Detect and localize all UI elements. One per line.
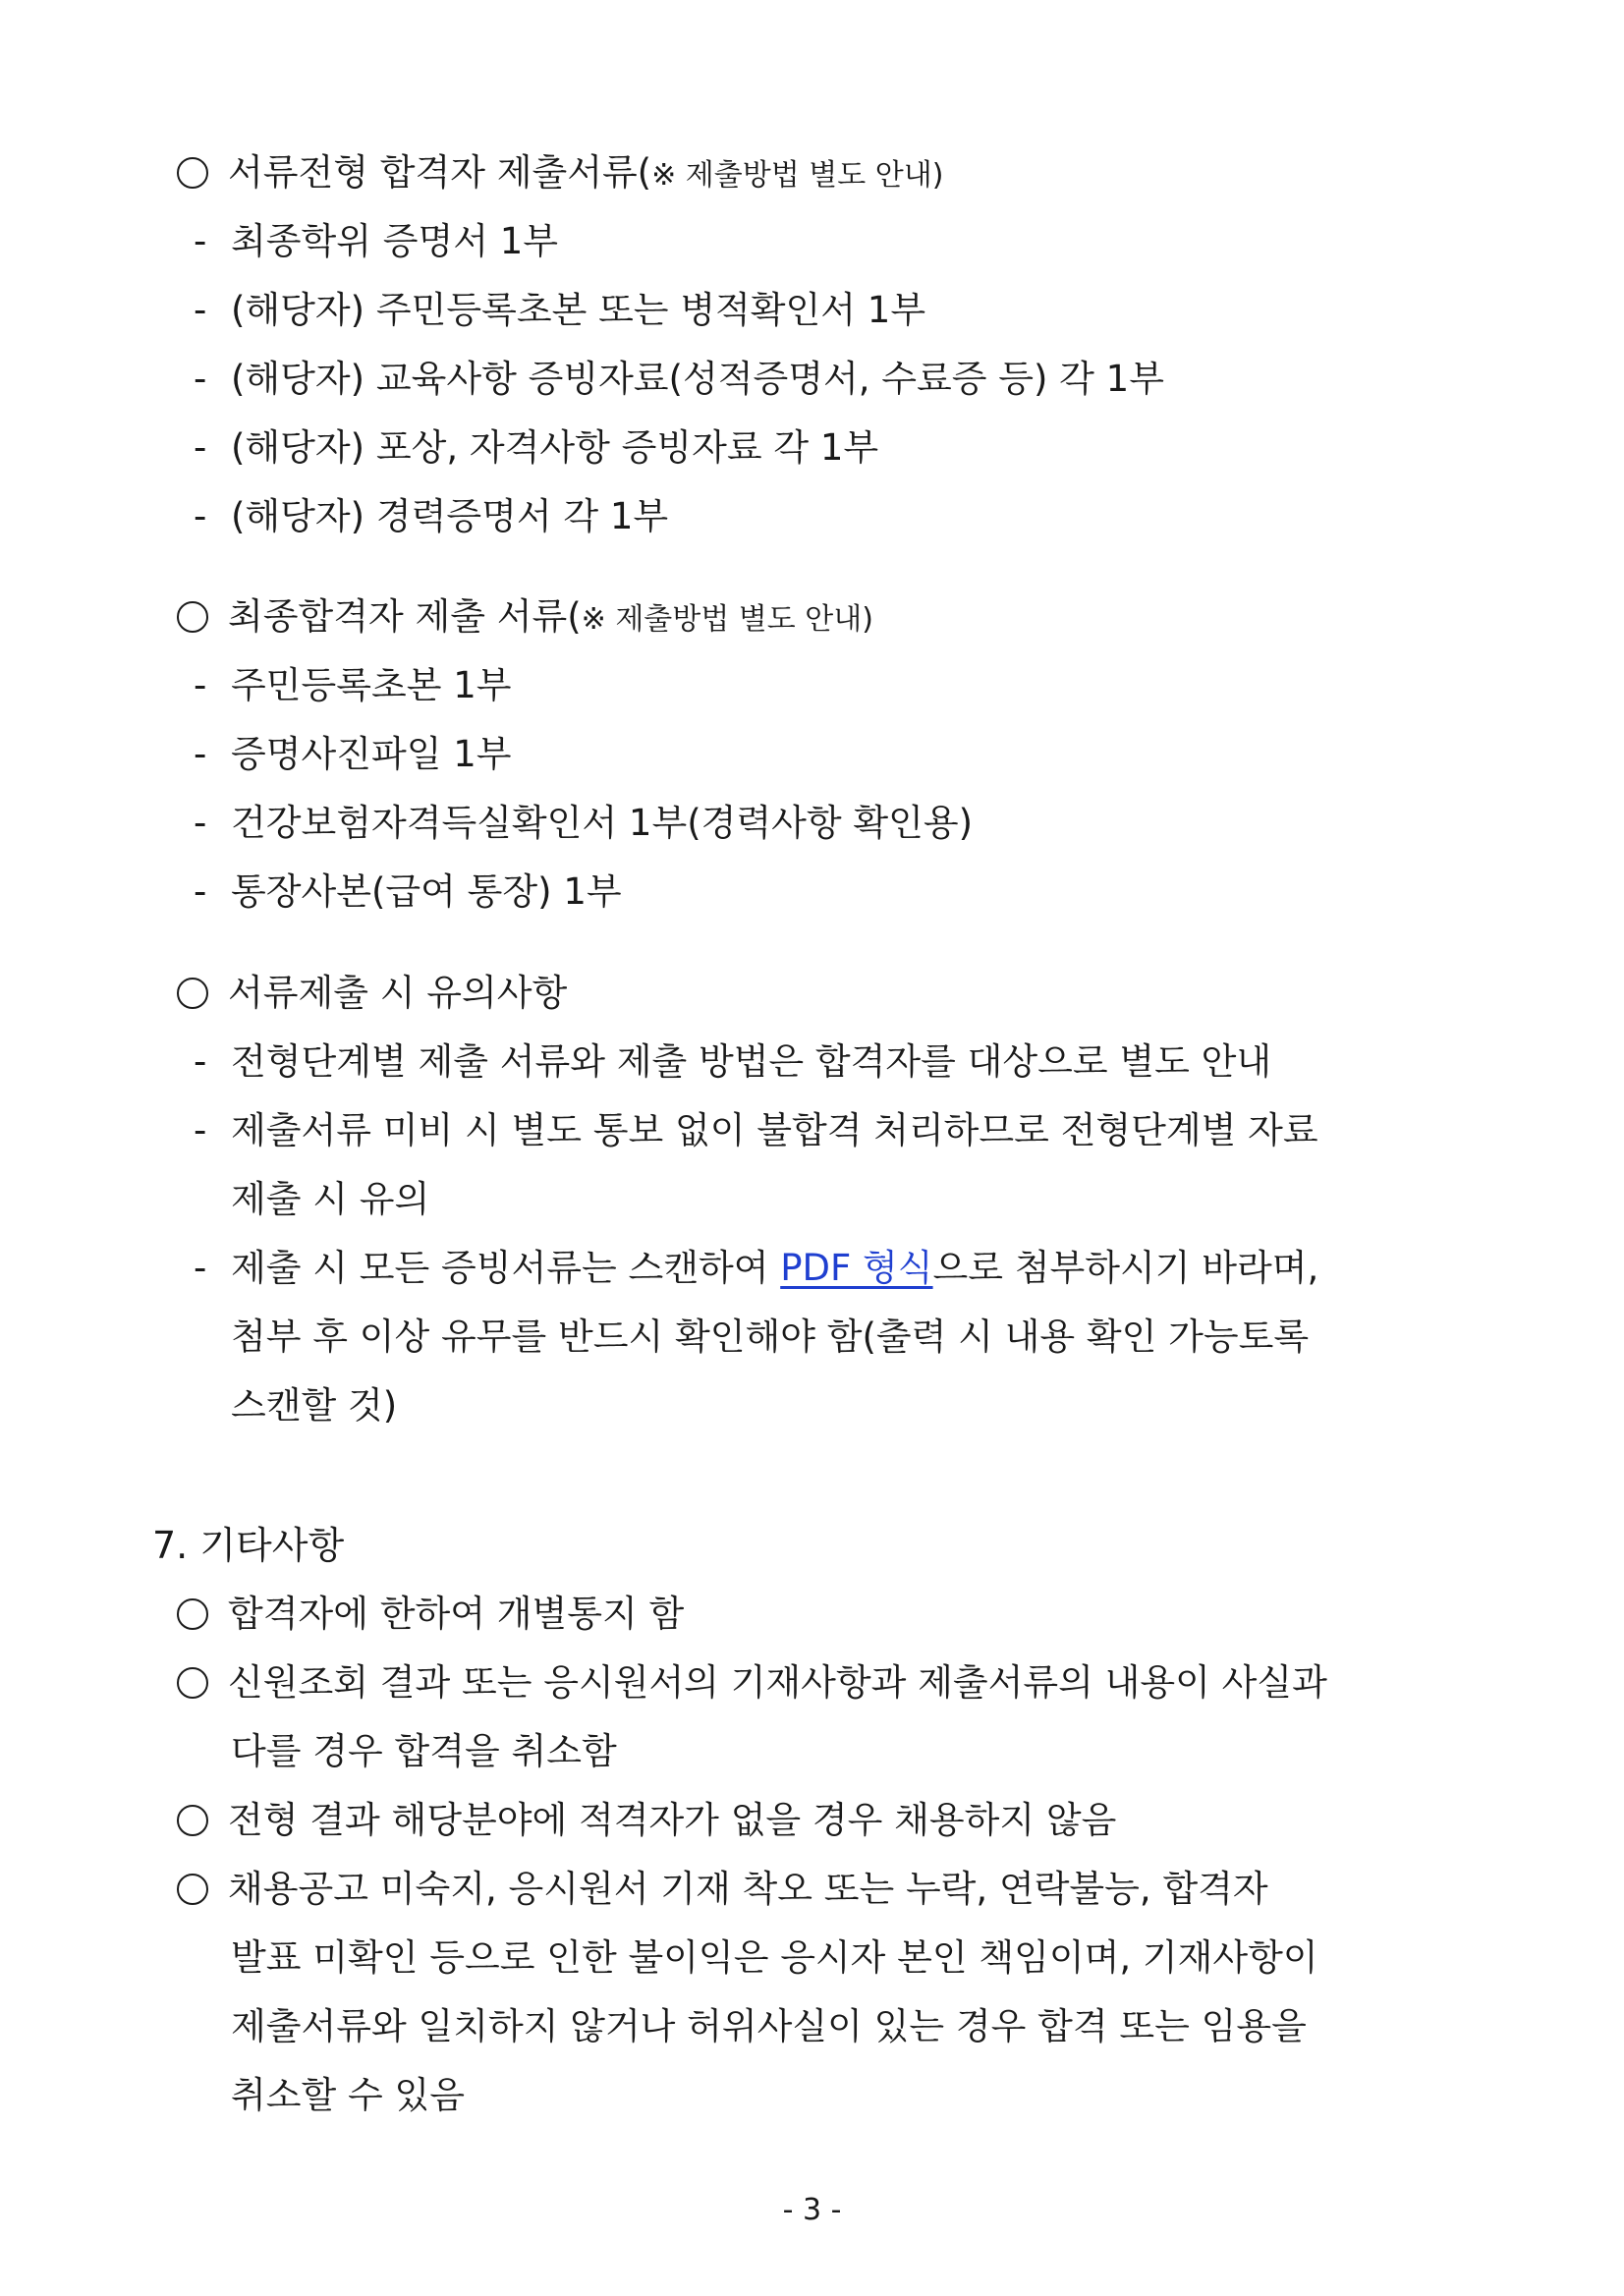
list-item: - 제출서류 미비 시 별도 통보 없이 불합격 처리하므로 전형단계별 자료 [194,1109,1318,1151]
circle-bullet-icon [177,1805,208,1836]
list-item: - 건강보험자격득실확인서 1부(경력사항 확인용) [194,802,974,844]
circle-bullet-icon [177,1598,208,1630]
page-number: - 3 - [782,2193,842,2227]
list-item: - 전형단계별 제출 서류와 제출 방법은 합격자를 대상으로 별도 안내 [194,1040,1272,1083]
section-heading: 7. 기타사항 [152,1524,345,1567]
section-title: 서류제출 시 유의사항 [177,968,567,1019]
list-item: 합격자에 한하여 개별통지 함 [177,1589,684,1640]
list-item: - 주민등록초본 1부 [194,664,512,706]
list-item: 채용공고 미숙지, 응시원서 기재 착오 또는 누락, 연락불능, 합격자 [177,1864,1268,1915]
list-item: - 증명사진파일 1부 [194,733,512,775]
list-item: - (해당자) 교육사항 증빙자료(성적증명서, 수료증 등) 각 1부 [194,358,1164,400]
circle-bullet-icon [177,601,208,633]
list-item: - (해당자) 경력증명서 각 1부 [194,495,669,537]
list-item-continuation: 제출 시 유의 [231,1178,430,1220]
list-item-continuation: 제출서류와 일치하지 않거나 허위사실이 있는 경우 합격 또는 임용을 [231,2005,1307,2047]
list-item-continuation: 취소할 수 있음 [231,2074,465,2116]
pdf-format-link[interactable]: PDF 형식 [780,1247,933,1289]
list-item-continuation: 첨부 후 이상 유무를 반드시 확인해야 함(출력 시 내용 확인 가능토록 [231,1316,1310,1358]
list-item-continuation: 다를 경우 합격을 취소함 [231,1730,617,1772]
list-item: - (해당자) 포상, 자격사항 증빙자료 각 1부 [194,426,879,469]
list-item: - 통장사본(급여 통장) 1부 [194,870,622,913]
section-title: 서류전형 합격자 제출서류(※ 제출방법 별도 안내) [177,147,943,201]
list-item: - (해당자) 주민등록초본 또는 병적확인서 1부 [194,289,926,331]
list-item: 신원조회 결과 또는 응시원서의 기재사항과 제출서류의 내용이 사실과 [177,1657,1327,1708]
circle-bullet-icon [177,157,208,189]
list-item-continuation: 스캔할 것) [231,1384,398,1427]
list-item: 전형 결과 해당분야에 적격자가 없을 경우 채용하지 않음 [177,1795,1116,1846]
circle-bullet-icon [177,978,208,1009]
list-item: - 최종학위 증명서 1부 [194,220,558,262]
circle-bullet-icon [177,1874,208,1905]
list-item-continuation: 발표 미확인 등으로 인한 불이익은 응시자 본인 책임이며, 기재사항이 [231,1936,1318,1979]
list-item: - 제출 시 모든 증빙서류는 스캔하여 PDF 형식으로 첨부하시기 바라며, [194,1247,1319,1289]
circle-bullet-icon [177,1667,208,1699]
section-title: 최종합격자 제출 서류(※ 제출방법 별도 안내) [177,591,873,645]
